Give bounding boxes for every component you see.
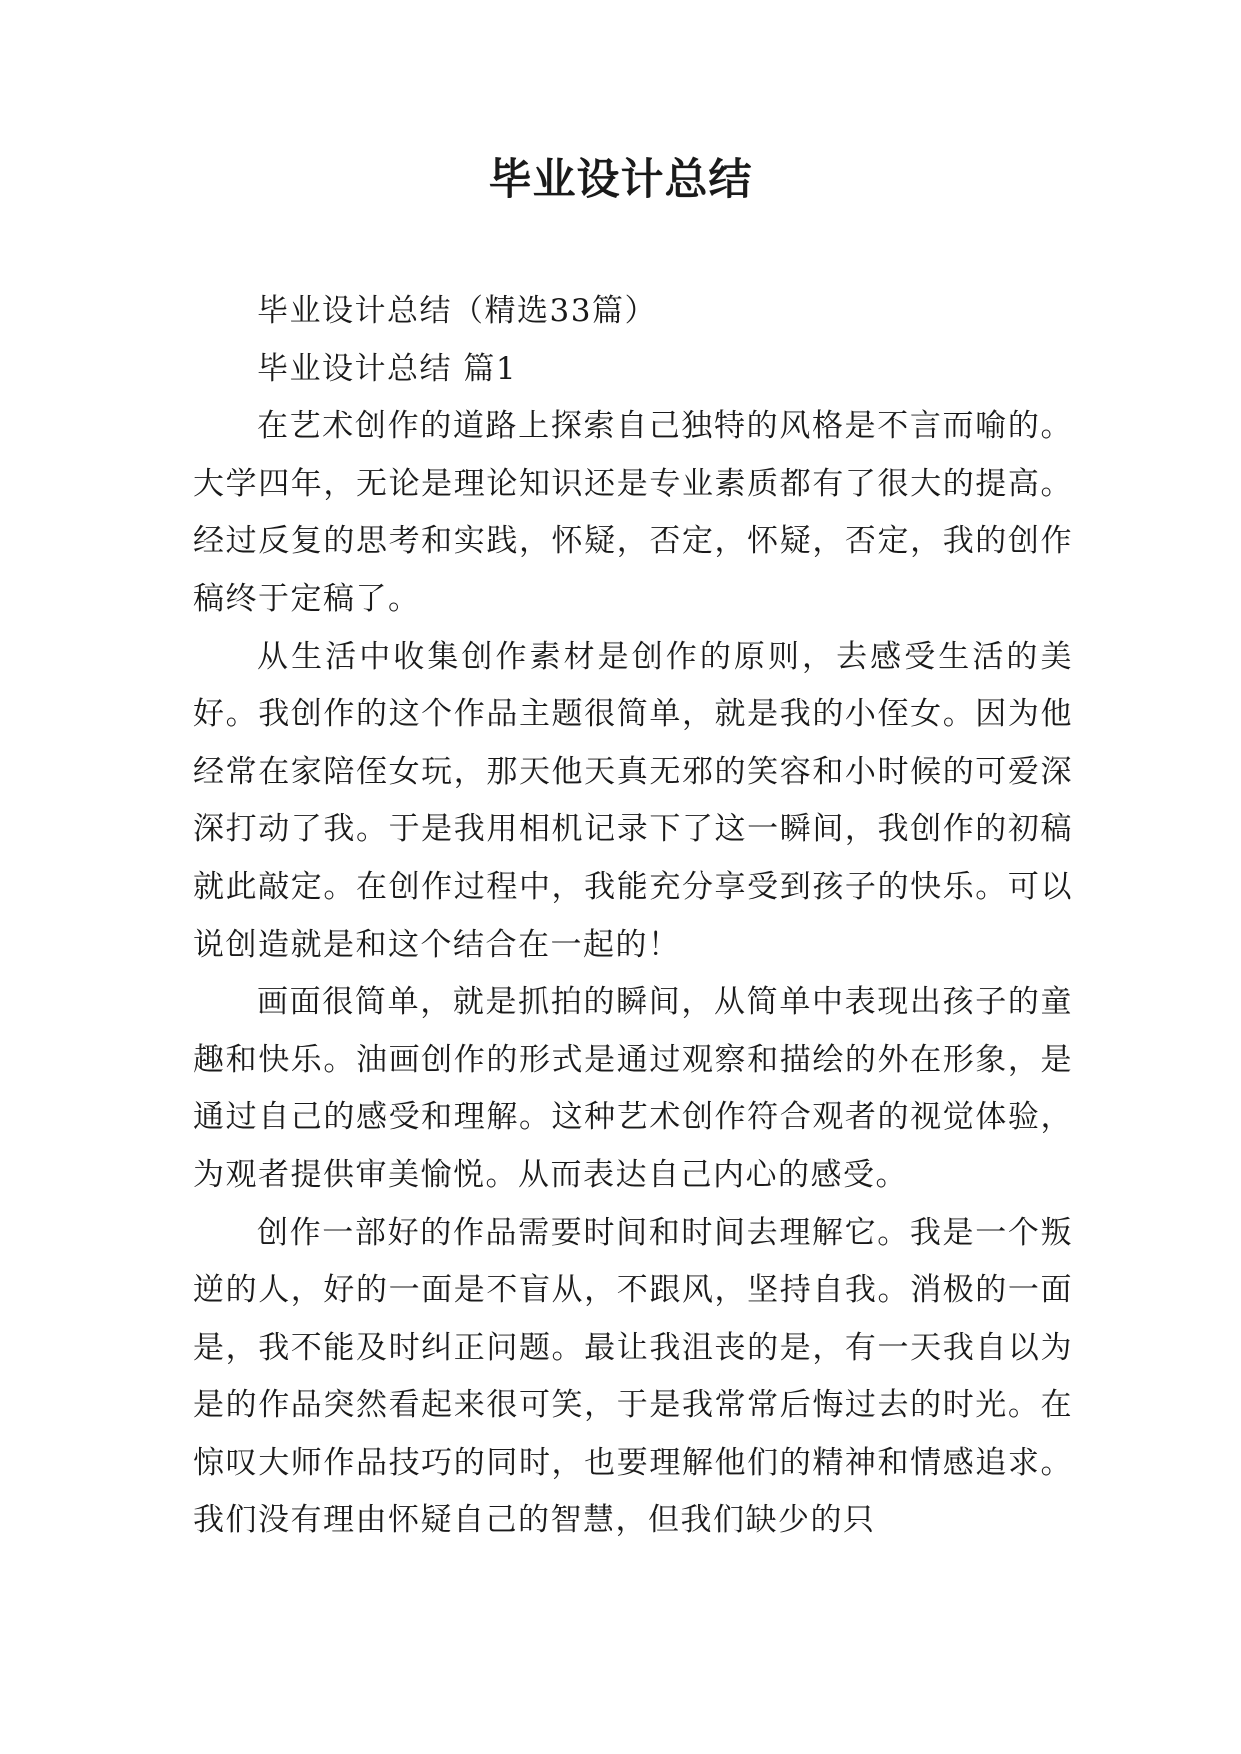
body-paragraph: 在艺术创作的道路上探索自己独特的风格是不言而喻的。大学四年，无论是理论知识还是专业素质都有了很大的提高。经过反复的思考和实践，怀疑，否定，怀疑，否定，我的创作稿终于定稿了。 bbox=[193, 408, 1073, 617]
body-paragraph: 创作一部好的作品需要时间和时间去理解它。我是一个叛逆的人，好的一面是不盲从，不跟风，坚持自我。消极的一面是，我不能及时纠正问题。最让我沮丧的是，有一天我自以为是的作品突然看起来很可笑，于是我常常后悔过去的时光。在惊叹大师作品技巧的同时，也要理解他们的精神和情感追求。我们没有理由怀疑自己的智慧，但我们缺少的只 bbox=[193, 1214, 1073, 1539]
document-title: 毕业设计总结 bbox=[488, 155, 753, 205]
section-heading: 毕业设计总结 篇1 bbox=[257, 350, 518, 387]
document-body bbox=[193, 283, 1073, 1550]
subtitle-paragraph: 毕业设计总结（精选33篇） bbox=[257, 293, 657, 329]
body-paragraph: 从生活中收集创作素材是创作的原则，去感受生活的美好。我创作的这个作品主题很简单，就是我的小侄女。因为他经常在家陪侄女玩，那天他天真无邪的笑容和小时候的可爱深深打动了我。于是我用相机记录下了这一瞬间，我创作的初稿就此敲定。在创作过程中，我能充分享受到孩子的快乐。可以说创造就是和这个结合在一起的！ bbox=[193, 638, 1073, 963]
body-paragraph: 画面很简单，就是抓拍的瞬间，从简单中表现出孩子的童趣和快乐。油画创作的形式是通过观察和描绘的外在形象，是通过自己的感受和理解。这种艺术创作符合观者的视觉体验，为观者提供审美愉悦。从而表达自己内心的感受。 bbox=[193, 984, 1073, 1193]
